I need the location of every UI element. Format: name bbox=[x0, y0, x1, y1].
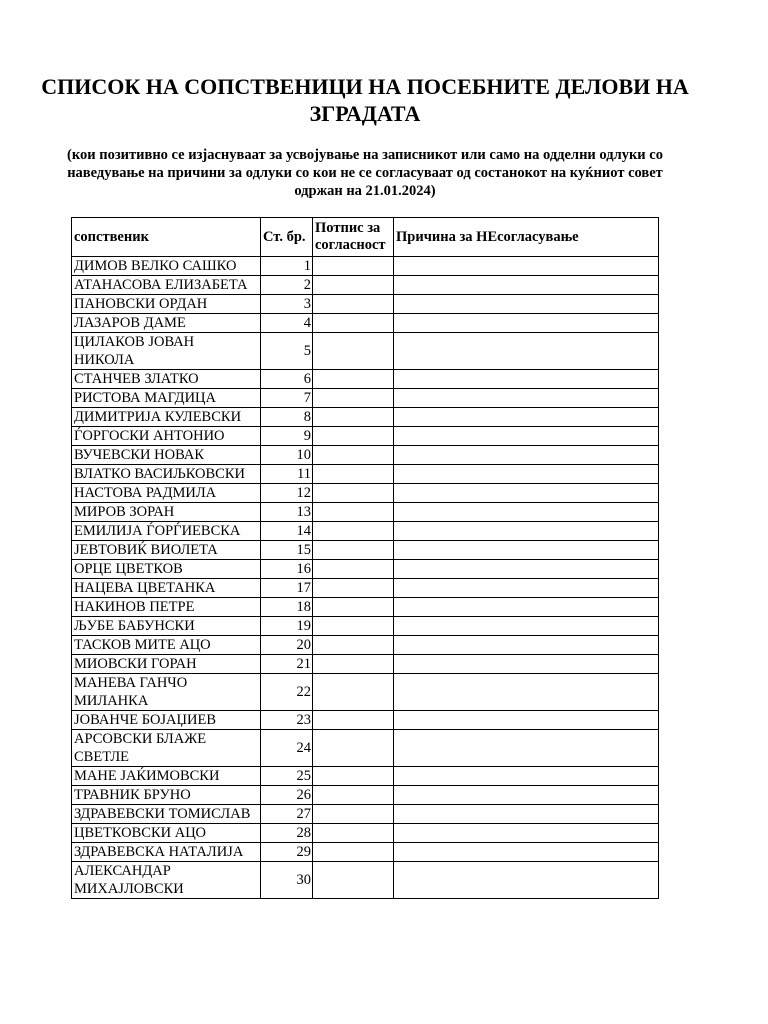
apartment-number-cell: 24 bbox=[261, 730, 313, 767]
owner-name-cell: ТРАВНИК БРУНО bbox=[72, 786, 261, 805]
signature-cell[interactable] bbox=[313, 655, 394, 674]
apartment-number-cell: 19 bbox=[261, 617, 313, 636]
owner-name-cell: ЈЕВТОВИЌ ВИОЛЕТА bbox=[72, 541, 261, 560]
apartment-number-cell: 4 bbox=[261, 314, 313, 333]
owner-name-cell: МИОВСКИ ГОРАН bbox=[72, 655, 261, 674]
table-row bbox=[72, 408, 659, 427]
owner-name-cell: ЗДРАВЕВСКИ ТОМИСЛАВ bbox=[72, 805, 261, 824]
owner-name-cell: ПАНОВСКИ ОРДАН bbox=[72, 295, 261, 314]
signature-cell[interactable] bbox=[313, 333, 394, 370]
table-row bbox=[72, 427, 659, 446]
signature-cell[interactable] bbox=[313, 805, 394, 824]
owner-name-cell: АРСОВСКИ БЛАЖЕ СВЕТЛЕ bbox=[72, 730, 261, 767]
table-row bbox=[72, 276, 659, 295]
header-disagreement-reason: Причина за НЕсогласување bbox=[394, 218, 659, 257]
page-subtitle: (кои позитивно се изјаснуваат за усвојување на записникот или само на одделни одлуки со наведување на причини за одлуки со кои не се согласуваат од состанокот на куќниот совет одржан на 21.01.2024) bbox=[67, 147, 663, 199]
page-title: СПИСОК НА СОПСТВЕНИЦИ НА ПОСЕБНИТЕ ДЕЛОВИ НА ЗГРАДАТА bbox=[41, 74, 689, 126]
signature-cell[interactable] bbox=[313, 389, 394, 408]
owner-name-cell: ЕМИЛИЈА ЃОРЃИЕВСКА bbox=[72, 522, 261, 541]
disagreement-reason-cell[interactable] bbox=[394, 579, 659, 598]
owner-name-cell: ВУЧЕВСКИ НОВАК bbox=[72, 446, 261, 465]
table-row bbox=[72, 805, 659, 824]
disagreement-reason-cell[interactable] bbox=[394, 427, 659, 446]
table-row bbox=[72, 824, 659, 843]
apartment-number-cell: 3 bbox=[261, 295, 313, 314]
owner-name-cell: ЦИЛАКОВ ЈОВАН НИКОЛА bbox=[72, 333, 261, 370]
signature-cell[interactable] bbox=[313, 427, 394, 446]
disagreement-reason-cell[interactable] bbox=[394, 767, 659, 786]
table-row bbox=[72, 370, 659, 389]
disagreement-reason-cell[interactable] bbox=[394, 333, 659, 370]
disagreement-reason-cell[interactable] bbox=[394, 711, 659, 730]
disagreement-reason-cell[interactable] bbox=[394, 503, 659, 522]
apartment-number-cell: 10 bbox=[261, 446, 313, 465]
disagreement-reason-cell[interactable] bbox=[394, 636, 659, 655]
apartment-number-cell: 23 bbox=[261, 711, 313, 730]
disagreement-reason-cell[interactable] bbox=[394, 655, 659, 674]
disagreement-reason-cell[interactable] bbox=[394, 560, 659, 579]
table-row bbox=[72, 786, 659, 805]
owner-name-cell: ЈОВАНЧЕ БОЈАЏИЕВ bbox=[72, 711, 261, 730]
signature-cell[interactable] bbox=[313, 541, 394, 560]
signature-cell[interactable] bbox=[313, 446, 394, 465]
signature-cell[interactable] bbox=[313, 408, 394, 427]
disagreement-reason-cell[interactable] bbox=[394, 805, 659, 824]
signature-cell[interactable] bbox=[313, 730, 394, 767]
disagreement-reason-cell[interactable] bbox=[394, 370, 659, 389]
disagreement-reason-cell[interactable] bbox=[394, 484, 659, 503]
signature-cell[interactable] bbox=[313, 862, 394, 899]
table-row bbox=[72, 579, 659, 598]
table-row bbox=[72, 484, 659, 503]
owner-name-cell: ЦВЕТКОВСКИ АЦО bbox=[72, 824, 261, 843]
table-row bbox=[72, 674, 659, 711]
apartment-number-cell: 7 bbox=[261, 389, 313, 408]
disagreement-reason-cell[interactable] bbox=[394, 674, 659, 711]
header-owner: сопственик bbox=[72, 218, 261, 257]
signature-cell[interactable] bbox=[313, 295, 394, 314]
apartment-number-cell: 8 bbox=[261, 408, 313, 427]
owner-name-cell: ДИМИТРИЈА КУЛЕВСКИ bbox=[72, 408, 261, 427]
owner-name-cell: СТАНЧЕВ ЗЛАТКО bbox=[72, 370, 261, 389]
apartment-number-cell: 1 bbox=[261, 257, 313, 276]
table-row bbox=[72, 767, 659, 786]
signature-cell[interactable] bbox=[313, 674, 394, 711]
disagreement-reason-cell[interactable] bbox=[394, 843, 659, 862]
disagreement-reason-cell[interactable] bbox=[394, 541, 659, 560]
table-row bbox=[72, 843, 659, 862]
owner-name-cell: ОРЦЕ ЦВЕТКОВ bbox=[72, 560, 261, 579]
disagreement-reason-cell[interactable] bbox=[394, 295, 659, 314]
signature-cell[interactable] bbox=[313, 257, 394, 276]
disagreement-reason-cell[interactable] bbox=[394, 465, 659, 484]
disagreement-reason-cell[interactable] bbox=[394, 522, 659, 541]
disagreement-reason-cell[interactable] bbox=[394, 730, 659, 767]
signature-cell[interactable] bbox=[313, 824, 394, 843]
disagreement-reason-cell[interactable] bbox=[394, 389, 659, 408]
table-row bbox=[72, 522, 659, 541]
table-row bbox=[72, 503, 659, 522]
table-row bbox=[72, 446, 659, 465]
table-row bbox=[72, 617, 659, 636]
owner-name-cell: НАЦЕВА ЦВЕТАНКА bbox=[72, 579, 261, 598]
signature-cell[interactable] bbox=[313, 711, 394, 730]
apartment-number-cell: 27 bbox=[261, 805, 313, 824]
apartment-number-cell: 14 bbox=[261, 522, 313, 541]
signature-cell[interactable] bbox=[313, 370, 394, 389]
signature-cell[interactable] bbox=[313, 522, 394, 541]
owner-name-cell: ЗДРАВЕВСКА НАТАЛИЈА bbox=[72, 843, 261, 862]
table-header-row bbox=[72, 218, 659, 257]
disagreement-reason-cell[interactable] bbox=[394, 257, 659, 276]
owner-name-cell: АТАНАСОВА ЕЛИЗАБЕТА bbox=[72, 276, 261, 295]
table-row bbox=[72, 560, 659, 579]
table-row bbox=[72, 655, 659, 674]
table-row bbox=[72, 465, 659, 484]
apartment-number-cell: 15 bbox=[261, 541, 313, 560]
disagreement-reason-cell[interactable] bbox=[394, 314, 659, 333]
owner-name-cell: МИРОВ ЗОРАН bbox=[72, 503, 261, 522]
owner-name-cell: ВЛАТКО ВАСИЉКОВСКИ bbox=[72, 465, 261, 484]
header-apartment-number: Ст. бр. bbox=[261, 218, 313, 257]
owners-table bbox=[71, 217, 659, 899]
apartment-number-cell: 28 bbox=[261, 824, 313, 843]
signature-cell[interactable] bbox=[313, 276, 394, 295]
owner-name-cell: МАНЕВА ГАНЧО МИЛАНКА bbox=[72, 674, 261, 711]
owner-name-cell: ДИМОВ ВЕЛКО САШКО bbox=[72, 257, 261, 276]
table-row bbox=[72, 333, 659, 370]
apartment-number-cell: 25 bbox=[261, 767, 313, 786]
signature-cell[interactable] bbox=[313, 843, 394, 862]
owner-name-cell: РИСТОВА МАГДИЦА bbox=[72, 389, 261, 408]
signature-cell[interactable] bbox=[313, 767, 394, 786]
apartment-number-cell: 6 bbox=[261, 370, 313, 389]
signature-cell[interactable] bbox=[313, 560, 394, 579]
apartment-number-cell: 17 bbox=[261, 579, 313, 598]
apartment-number-cell: 30 bbox=[261, 862, 313, 899]
apartment-number-cell: 21 bbox=[261, 655, 313, 674]
signature-cell[interactable] bbox=[313, 786, 394, 805]
signature-cell[interactable] bbox=[313, 484, 394, 503]
apartment-number-cell: 12 bbox=[261, 484, 313, 503]
disagreement-reason-cell[interactable] bbox=[394, 786, 659, 805]
disagreement-reason-cell[interactable] bbox=[394, 276, 659, 295]
signature-cell[interactable] bbox=[313, 579, 394, 598]
apartment-number-cell: 16 bbox=[261, 560, 313, 579]
owner-name-cell: НАКИНОВ ПЕТРЕ bbox=[72, 598, 261, 617]
apartment-number-cell: 5 bbox=[261, 333, 313, 370]
table-row bbox=[72, 598, 659, 617]
apartment-number-cell: 18 bbox=[261, 598, 313, 617]
owner-name-cell: ЃОРГОСКИ АНТОНИО bbox=[72, 427, 261, 446]
owner-name-cell: НАСТОВА РАДМИЛА bbox=[72, 484, 261, 503]
table-row bbox=[72, 711, 659, 730]
table-row bbox=[72, 389, 659, 408]
apartment-number-cell: 9 bbox=[261, 427, 313, 446]
table-row bbox=[72, 730, 659, 767]
owner-name-cell: ЛАЗАРОВ ДАМЕ bbox=[72, 314, 261, 333]
table-row bbox=[72, 314, 659, 333]
apartment-number-cell: 20 bbox=[261, 636, 313, 655]
owner-name-cell: МАНЕ ЈАЌИМОВСКИ bbox=[72, 767, 261, 786]
apartment-number-cell: 11 bbox=[261, 465, 313, 484]
signature-cell[interactable] bbox=[313, 314, 394, 333]
apartment-number-cell: 29 bbox=[261, 843, 313, 862]
owner-name-cell: АЛЕКСАНДАР МИХАЈЛОВСКИ bbox=[72, 862, 261, 899]
table-row bbox=[72, 541, 659, 560]
signature-cell[interactable] bbox=[313, 503, 394, 522]
apartment-number-cell: 13 bbox=[261, 503, 313, 522]
disagreement-reason-cell[interactable] bbox=[394, 408, 659, 427]
disagreement-reason-cell[interactable] bbox=[394, 598, 659, 617]
disagreement-reason-cell[interactable] bbox=[394, 446, 659, 465]
table-row bbox=[72, 295, 659, 314]
table-row bbox=[72, 862, 659, 899]
signature-cell[interactable] bbox=[313, 598, 394, 617]
disagreement-reason-cell[interactable] bbox=[394, 617, 659, 636]
header-signature: Потпис за согласност bbox=[313, 218, 394, 257]
apartment-number-cell: 2 bbox=[261, 276, 313, 295]
table-row bbox=[72, 636, 659, 655]
signature-cell[interactable] bbox=[313, 465, 394, 484]
apartment-number-cell: 26 bbox=[261, 786, 313, 805]
disagreement-reason-cell[interactable] bbox=[394, 824, 659, 843]
disagreement-reason-cell[interactable] bbox=[394, 862, 659, 899]
table-row bbox=[72, 257, 659, 276]
signature-cell[interactable] bbox=[313, 636, 394, 655]
apartment-number-cell: 22 bbox=[261, 674, 313, 711]
owner-name-cell: ЉУБЕ БАБУНСКИ bbox=[72, 617, 261, 636]
owner-name-cell: ТАСКОВ МИТЕ АЦО bbox=[72, 636, 261, 655]
signature-cell[interactable] bbox=[313, 617, 394, 636]
